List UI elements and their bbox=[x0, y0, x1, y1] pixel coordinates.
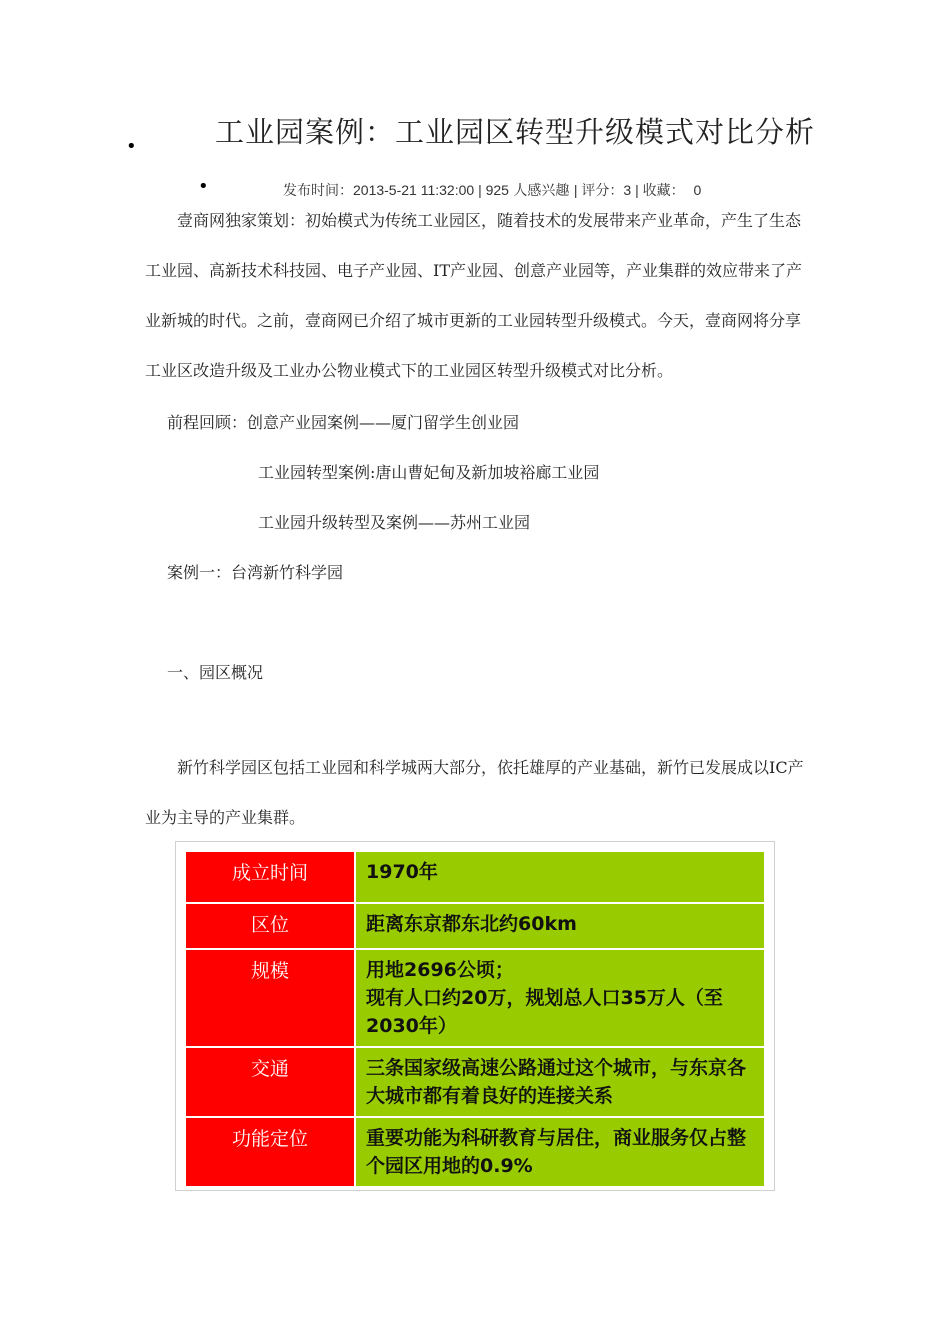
table-value-line: 距离东京都东北约60km bbox=[366, 913, 577, 935]
case-heading: 案例一：台湾新竹科学园 bbox=[167, 563, 344, 582]
favorite-label: 收藏： bbox=[642, 183, 685, 199]
table-value-line: 1970年 bbox=[366, 861, 438, 883]
park-info-table bbox=[175, 841, 775, 1191]
review-link-2[interactable]: 工业园转型案例:唐山曹妃甸及新加坡裕廊工业园 bbox=[258, 463, 600, 482]
table-value-line: 用地2696公顷； bbox=[366, 959, 514, 981]
section-heading: 一、园区概况 bbox=[167, 663, 264, 682]
intro-paragraph: 壹商网独家策划：初始模式为传统工业园区，随着技术的发展带来产业革命，产生了生态工业园、高新技术科技园、电子产业园、IT产业园、创意产业园等，产业集群的效应带来了产业新城的时代。之前，壹商网已介绍了城市更新的工业园转型升级模式。今天，壹商网将分享工业区改造升级及工业办公物业模式下的工业园区转型升级模式对比分析。 bbox=[145, 211, 802, 380]
separator: | bbox=[474, 182, 486, 198]
review-label: 前程回顾： bbox=[167, 413, 248, 432]
bullet-dot: • bbox=[198, 176, 209, 197]
table-value-line: 现有人口约20万，规划总人口35万人（至2030年） bbox=[366, 987, 723, 1037]
rating-label: 评分： bbox=[581, 183, 624, 199]
table-key: 成立时间 bbox=[186, 852, 354, 902]
table-key: 区位 bbox=[186, 904, 354, 948]
separator: | bbox=[573, 182, 582, 198]
table-value-line: 重要功能为科研教育与居住，商业服务仅占整个园区用地的0.9% bbox=[366, 1127, 747, 1177]
view-label: 人感兴趣 bbox=[508, 183, 574, 199]
table-key: 交通 bbox=[186, 1048, 354, 1116]
table-value bbox=[356, 1118, 764, 1186]
table-value bbox=[356, 950, 764, 1046]
table-value bbox=[356, 1048, 764, 1116]
separator: | bbox=[631, 182, 643, 198]
review-link-3[interactable]: 工业园升级转型及案例——苏州工业园 bbox=[258, 513, 531, 532]
publish-time: 2013-5-21 11:32:00 bbox=[353, 182, 475, 198]
favorite-count: 0 bbox=[693, 182, 702, 198]
review-line bbox=[167, 410, 519, 433]
table-value-line: 三条国家级高速公路通过这个城市，与东京各大城市都有着良好的连接关系 bbox=[366, 1057, 747, 1107]
table-value bbox=[356, 852, 764, 902]
publish-label: 发布时间： bbox=[283, 183, 353, 199]
table-key: 功能定位 bbox=[186, 1118, 354, 1186]
review-link-1[interactable]: 创意产业园案例——厦门留学生创业园 bbox=[247, 413, 520, 432]
page-title: 工业园案例：工业园区转型升级模式对比分析 bbox=[215, 115, 816, 149]
bullet-dot: • bbox=[126, 136, 137, 157]
rating-value: 3 bbox=[623, 182, 632, 198]
table-value bbox=[356, 904, 764, 948]
overview-paragraph: 新竹科学园区包括工业园和科学城两大部分，依托雄厚的产业基础，新竹已发展成以IC产业为主导的产业集群。 bbox=[145, 758, 804, 827]
table-key: 规模 bbox=[186, 950, 354, 1046]
view-count: 925 bbox=[485, 182, 509, 198]
